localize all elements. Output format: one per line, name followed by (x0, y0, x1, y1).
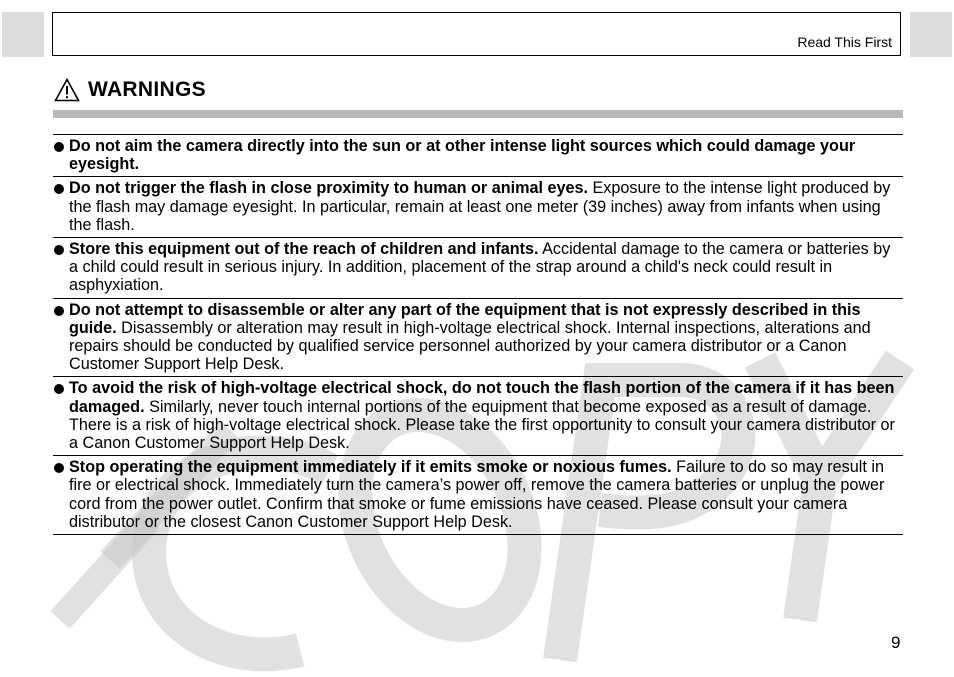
warning-item (53, 456, 903, 535)
section-title: WARNINGS (88, 78, 206, 101)
left-page-tab (2, 12, 44, 57)
bullet-icon (54, 245, 64, 255)
warning-item (53, 135, 903, 177)
bullet-icon (54, 142, 64, 152)
warning-lead: Store this equipment out of the reach of children and infants. (69, 240, 539, 259)
warning-lead: To avoid the risk of high-voltage electrical shock, do not touch the flash portion of the camera if it has been damaged. (69, 379, 895, 416)
bullet-icon (54, 384, 64, 394)
warning-lead: Do not attempt to disassemble or alter any part of the equipment that is not expressly described in this guide. (69, 300, 861, 337)
warning-body: Failure to do so may result in fire or electrical shock. Immediately turn the camera’s power off, remove the camera batteries or unplug the power cord from the power outlet. Confirm that smoke or fume emissions have ceased. Please consult your camera distributor or the closest Canon Customer Support Help Desk. (69, 458, 885, 531)
warning-body: Exposure to the intense light produced by the flash may damage eyesight. In particular, remain at least one meter (39 inches) away from infants when using the flash. (69, 179, 891, 234)
warning-body: Accidental damage to the camera or batteries by a child could result in serious injury. In addition, placement of the strap around a child's neck could result in asphyxiation. (69, 240, 891, 295)
warning-triangle-icon (54, 78, 80, 102)
title-underline (53, 110, 903, 118)
bullet-icon (54, 306, 64, 316)
warning-item (53, 177, 903, 238)
warning-item (53, 238, 903, 299)
warning-body: Similarly, never touch internal portions of the equipment that become exposed as a result of damage. There is a risk of high-voltage electrical shock. Please take the first opportunity to consult your camera distributor or a Canon Customer Support Help Desk. (69, 397, 895, 453)
warning-item (53, 377, 903, 456)
warning-lead: Stop operating the equipment immediately if it emits smoke or noxious fumes. (69, 458, 672, 477)
warning-item (53, 299, 903, 378)
warning-lead: Do not trigger the flash in close proximity to human or animal eyes. (69, 179, 588, 198)
page-number: 9 (891, 633, 901, 652)
header-label: Read This First (797, 34, 892, 50)
warning-lead: Do not aim the camera directly into the sun or at other intense light sources which could damage your eyesight. (69, 137, 856, 174)
right-page-tab (910, 12, 952, 57)
warning-body: Disassembly or alteration may result in high-voltage electrical shock. Internal inspections, alterations and repairs should be conducted by qualified service personnel authorized by your camera distributor or a Canon Customer Support Help Desk. (69, 318, 871, 374)
page-header (52, 12, 901, 56)
warnings-list (53, 134, 903, 535)
bullet-icon (54, 463, 64, 473)
bullet-icon (54, 184, 64, 194)
section-heading (54, 78, 206, 102)
